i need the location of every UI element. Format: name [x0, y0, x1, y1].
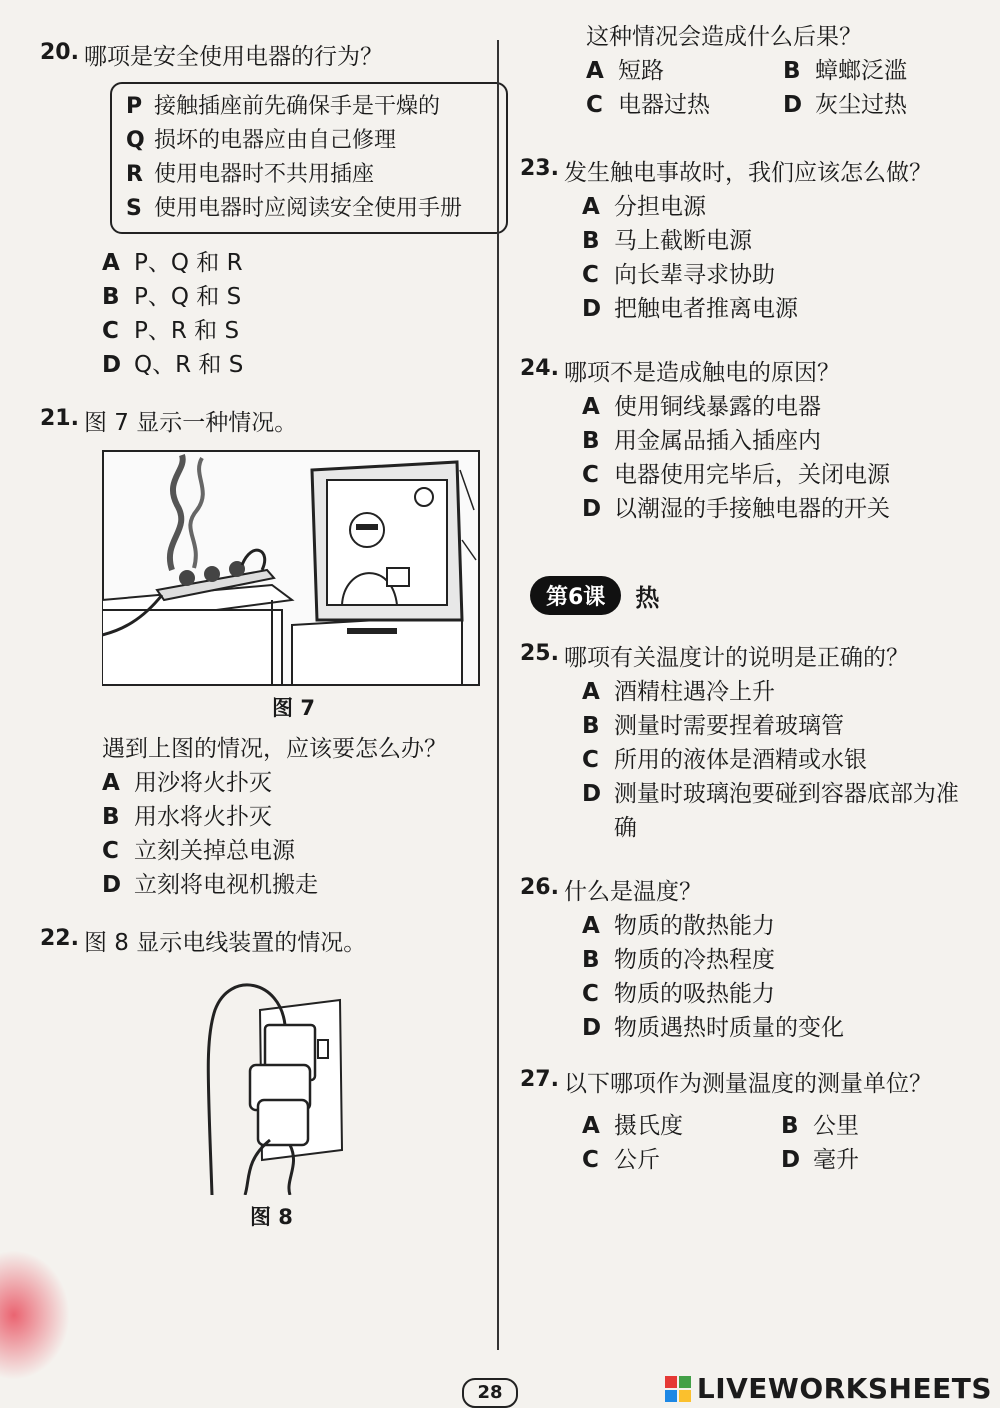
option-b[interactable]: B 蟑螂泛滥	[783, 58, 907, 84]
brand-logo	[665, 1372, 992, 1405]
option-b[interactable]: B 用金属品插入插座内	[582, 428, 821, 454]
option-b[interactable]: B 测量时需要捏着玻璃管	[582, 713, 844, 739]
question-text: 图 8 显示电线装置的情况。	[84, 930, 367, 956]
question-prompt: 这种情况会造成什么后果？	[586, 24, 862, 50]
question-25	[520, 641, 980, 845]
question-number: 20.	[40, 40, 79, 65]
options	[582, 909, 980, 1045]
question-22-continued	[520, 20, 980, 122]
statement-p: P 接触插座前先确保手是干燥的	[126, 94, 441, 119]
option-d[interactable]: D 物质遇热时质量的变化	[582, 1015, 844, 1041]
option-d[interactable]: D 以潮湿的手接触电器的开关	[582, 496, 890, 522]
lesson-title: 热	[635, 584, 660, 612]
question-text: 图 7 显示一种情况。	[84, 410, 298, 436]
right-column	[520, 20, 980, 1177]
option-c[interactable]: C 所用的液体是酒精或水银	[582, 747, 867, 773]
options	[102, 246, 485, 382]
question-text: 发生触电事故时，我们应该怎么做？	[564, 160, 932, 186]
option-c[interactable]: C 电器使用完毕后，关闭电源	[582, 462, 890, 488]
option-b[interactable]: B 马上截断电源	[582, 228, 752, 254]
question-number: 25.	[520, 641, 559, 666]
option-c[interactable]: C P、R 和 S	[102, 318, 240, 344]
option-a[interactable]: A 分担电源	[582, 194, 706, 220]
option-a[interactable]: A 酒精柱遇冷上升	[582, 679, 775, 705]
options	[582, 390, 980, 526]
option-a[interactable]: A 摄氏度	[582, 1113, 683, 1139]
option-d[interactable]: D Q、R 和 S	[102, 352, 244, 378]
option-b[interactable]: B 用水将火扑灭	[102, 804, 272, 830]
statement-r: R 使用电器时不共用插座	[126, 162, 375, 187]
question-24	[520, 356, 980, 526]
question-text: 哪项有关温度计的说明是正确的？	[564, 645, 909, 671]
options	[102, 766, 485, 902]
page-number: 28	[462, 1378, 518, 1408]
question-text: 哪项不是造成触电的原因？	[564, 360, 840, 386]
statement-q: Q 损坏的电器应由自己修理	[126, 128, 397, 153]
option-a[interactable]: A 物质的散热能力	[582, 913, 775, 939]
options	[582, 190, 980, 326]
statement-box	[110, 82, 508, 234]
question-26	[520, 875, 980, 1045]
option-c[interactable]: C 向长辈寻求协助	[582, 262, 775, 288]
lesson-header	[530, 576, 980, 615]
left-column	[40, 40, 485, 1231]
option-c[interactable]: C 物质的吸热能力	[582, 981, 775, 1007]
overloaded-socket-illustration	[190, 970, 360, 1195]
question-22	[40, 926, 485, 1231]
question-27	[520, 1067, 980, 1177]
statement-s: S 使用电器时应阅读安全使用手册	[126, 196, 463, 221]
option-c[interactable]: C 立刻关掉总电源	[102, 838, 295, 864]
question-text: 以下哪项作为测量温度的测量单位？	[564, 1071, 932, 1097]
option-a[interactable]: A 短路	[586, 58, 664, 84]
option-d[interactable]: D 立刻将电视机搬走	[102, 872, 318, 898]
question-number: 26.	[520, 875, 559, 900]
question-20	[40, 40, 485, 382]
question-21	[40, 406, 485, 902]
options	[582, 1109, 980, 1177]
option-d[interactable]: D 毫升	[781, 1147, 859, 1173]
question-number: 22.	[40, 926, 79, 951]
option-b[interactable]: B 公里	[781, 1113, 859, 1139]
question-text: 哪项是安全使用电器的行为？	[84, 44, 383, 70]
column-divider	[497, 40, 499, 1350]
option-a[interactable]: A P、Q 和 R	[102, 250, 243, 276]
question-text: 什么是温度？	[564, 879, 702, 905]
question-number: 23.	[520, 156, 559, 181]
options	[582, 675, 980, 845]
figure-7	[102, 450, 485, 722]
burning-socket-illustration	[102, 450, 480, 686]
question-number: 27.	[520, 1067, 559, 1092]
option-b[interactable]: B 物质的冷热程度	[582, 947, 775, 973]
lesson-badge: 第6课	[530, 576, 621, 615]
liveworksheets-logo-icon	[665, 1376, 691, 1402]
figure-caption: 图 7	[272, 696, 315, 720]
option-b[interactable]: B P、Q 和 S	[102, 284, 242, 310]
options	[586, 54, 980, 122]
figure-caption: 图 8	[250, 1205, 293, 1229]
red-smudge	[0, 1250, 70, 1380]
option-d[interactable]: D 测量时玻璃泡要碰到容器底部为准确	[582, 781, 959, 841]
question-number: 24.	[520, 356, 559, 381]
option-a[interactable]: A 使用铜线暴露的电器	[582, 394, 821, 420]
figure-8	[190, 970, 485, 1231]
option-d[interactable]: D 灰尘过热	[783, 92, 907, 118]
option-d[interactable]: D 把触电者推离电源	[582, 296, 798, 322]
question-number: 21.	[40, 406, 79, 431]
option-c[interactable]: C 电器过热	[586, 92, 710, 118]
option-c[interactable]: C 公斤	[582, 1147, 660, 1173]
question-prompt: 遇到上图的情况，应该要怎么办？	[102, 736, 447, 762]
option-a[interactable]: A 用沙将火扑灭	[102, 770, 272, 796]
brand-name: LIVEWORKSHEETS	[696, 1372, 992, 1405]
question-23	[520, 156, 980, 326]
